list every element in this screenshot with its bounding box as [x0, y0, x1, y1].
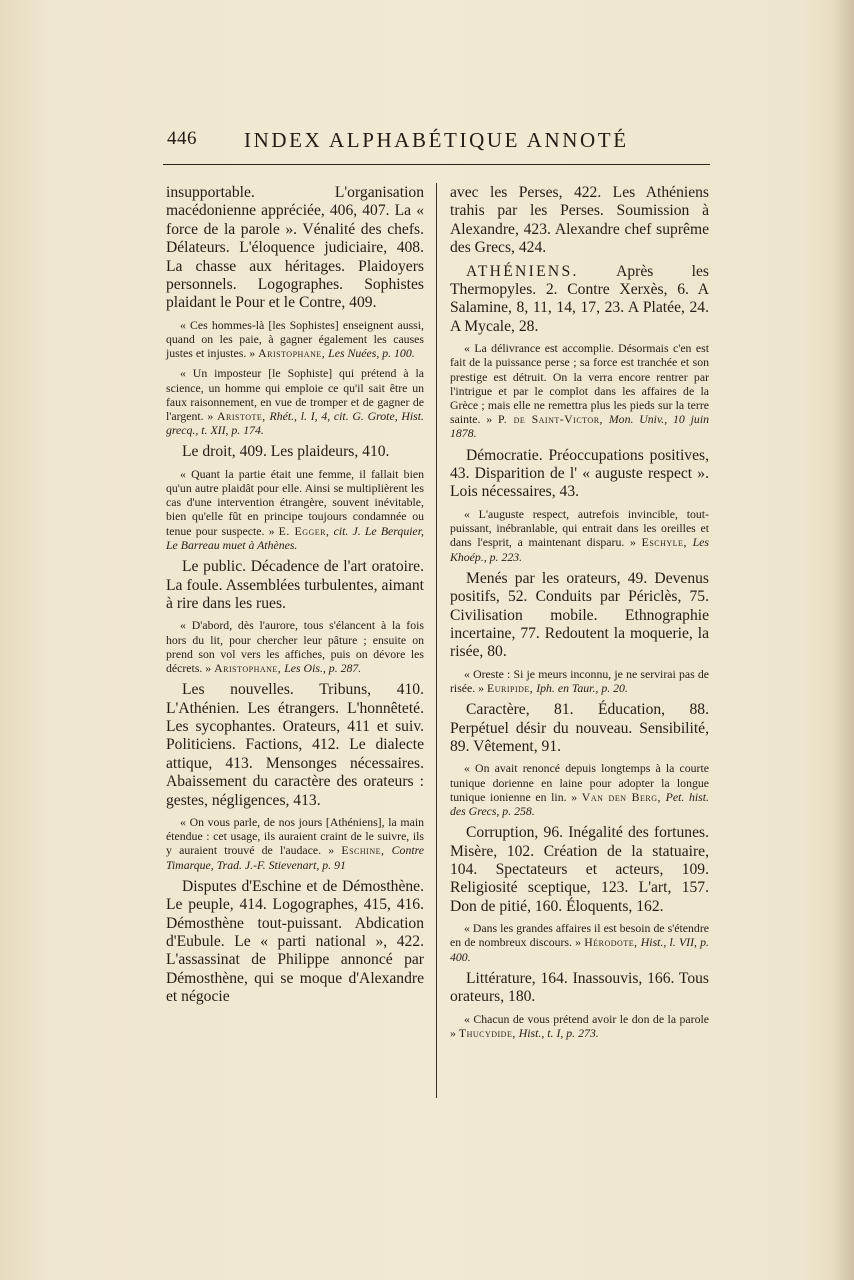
index-paragraph: Démocratie. Préoccupations positives, 43. Disparition de l' « auguste respect ». Lois nécessaires, 43. [450, 446, 709, 501]
quotation: « Un imposteur [le Sophiste] qui prétend à la science, un homme qui emploie ce qu'il sait être un faux raisonnement, en vue de tromper et de gagner de l'argent. » Aristote, Rhét., l. I, 4, cit. G. Grote, Hist. grecq., t. XII, p. 174. [166, 366, 424, 438]
left-column [166, 184, 424, 1012]
index-paragraph: Le droit, 409. Les plaideurs, 410. [182, 443, 390, 461]
right-column [450, 184, 709, 1046]
quotation: « On vous parle, de nos jours [Athéniens], la main étendue : cet usage, ils auraient craint de le suivre, ils y auraient trouvé de l'audace. » Eschine, Contre Timarque, Trad. J.-F. Stievenart, p. 91 [166, 814, 425, 872]
quotation: « Ces hommes-là [les Sophistes] enseignent aussi, quand on les paie, à gagner également les causes justes et injustes. » Aristophane, Les Nuées, p. 100. [166, 317, 424, 361]
header-rule [163, 164, 710, 165]
quotation: « Dans les grandes affaires il est besoin de s'étendre en de nombreux discours. » Hérodote, Hist., l. VII, p. 400. [450, 921, 710, 964]
quotation: « On avait renoncé depuis longtemps à la courte tunique dorienne en laine pour adopter la longue tunique ionienne en lin. » Van den Berg, Pet. hist. des Grecs, p. 258. [450, 761, 709, 818]
index-entry-athéniens: ATHÉNIENS. Après les Thermopyles. 2. Contre Xerxès, 6. A Salamine, 8, 11, 14, 17, 23. A Platée, 24. A Mycale, 28. [450, 262, 709, 335]
page-number: 446 [167, 128, 197, 149]
entry-term: ATHÉNIENS. [466, 262, 579, 280]
index-paragraph: insupportable. L'organisation macédonienne appréciée, 406, 407. La « force de la parole ». Vénalité des chefs. Délateurs. L'éloquence judiciaire, 408. La chasse aux héritages. Plaidoyers personnels. Logographes. Sophistes plaidant le Pour et le Contre, 409. [166, 184, 424, 312]
index-paragraph: Littérature, 164. Inassouvis, 166. Tous orateurs, 180. [450, 969, 709, 1006]
index-paragraph: Disputes d'Eschine et de Démosthène. Le peuple, 414. Logographes, 415, 416. Démosthène tout-puissant. Abdication d'Eubule. Le « parti national », 422. L'assassinat de Philippe annoncé par Démosthène, qui se moque d'Alexandre et négocie [166, 877, 424, 1006]
column-divider [436, 183, 437, 1098]
quotation: « L'auguste respect, autrefois invincible, tout-puissant, inébranlable, qui entrait dans les oreilles et dans l'esprit, a maintenant disparu. » Eschyle, Les Khoép., p. 223. [450, 506, 709, 564]
index-paragraph: Les nouvelles. Tribuns, 410. L'Athénien. Les étrangers. L'honnêteté. Les sycophantes. Orateurs, 411 et suiv. Politiciens. Factions, 412. Le dialecte attique, 413. Mensonges nécessaires. Abaissement du caractère des orateurs : gestes, négligences, 413. [166, 681, 424, 809]
page-header [160, 128, 712, 158]
index-paragraph: Caractère, 81. Éducation, 88. Perpétuel désir du nouveau. Sensibilité, 89. Vêtement, 91. [450, 701, 709, 755]
index-paragraph: Le public. Décadence de l'art oratoire. La foule. Assemblées turbulentes, aimant à rire dans les rues. [166, 558, 424, 612]
page-edge-shadow [832, 0, 854, 1280]
quotation: « D'abord, dès l'aurore, tous s'élancent à la fois hors du lit, pour chercher leur pâture ; ensuite on prend son vol vers les affiches, puis on dévore les décrets. » Aristophane, Les Ois., p. 287. [166, 618, 424, 675]
quotation: « Oreste : Si je meurs inconnu, je ne servirai pas de risée. » Euripide, Iph. en Taur., p. 20. [450, 666, 709, 695]
index-paragraph: Corruption, 96. Inégalité des fortunes. Misère, 102. Création de la statuaire, 104. Spectateurs et acteurs, 109. Religiosité sceptique, 123. L'art, 157. Don de pitié, 160. Éloquents, 162. [450, 824, 709, 915]
quotation: « La délivrance est accomplie. Désormais c'en est fait de la puissance perse ; sa force est tranchée et son prestige est détruit. On la verra encore rentrer par l'intrigue et par le complot dans les affaires de la Grèce ; mais elle ne remettra plus les pieds sur la terre sainte. » P. de Saint-Victor, Mon. Univ., 10 juin 1878. [450, 341, 710, 441]
index-paragraph: Menés par les orateurs, 49. Devenus positifs, 52. Conduits par Périclès, 75. Civilisation mobile. Ethnographie incertaine, 77. Redoutent la moquerie, la risée, 80. [450, 569, 709, 661]
quotation: « Chacun de vous prétend avoir le don de la parole » Thucydide, Hist., t. I, p. 273. [450, 1011, 709, 1040]
running-title: INDEX ALPHABÉTIQUE ANNOTÉ [244, 128, 629, 152]
quotation: « Quant la partie était une femme, il fallait bien qu'un autre plaidât pour elle. Ainsi se multiplièrent les cas d'une intervention étrangère, souvent inévitable, bien qu'elle fût en principe toujours condamnée ou tenue pour suspecte. » E. Egger, cit. J. Le Berquier, Le Barreau muet à Athènes. [166, 466, 424, 552]
index-paragraph: avec les Perses, 422. Les Athéniens trahis par les Perses. Soumission à Alexandre, 423. Alexandre chef suprême des Grecs, 424. [450, 184, 709, 257]
